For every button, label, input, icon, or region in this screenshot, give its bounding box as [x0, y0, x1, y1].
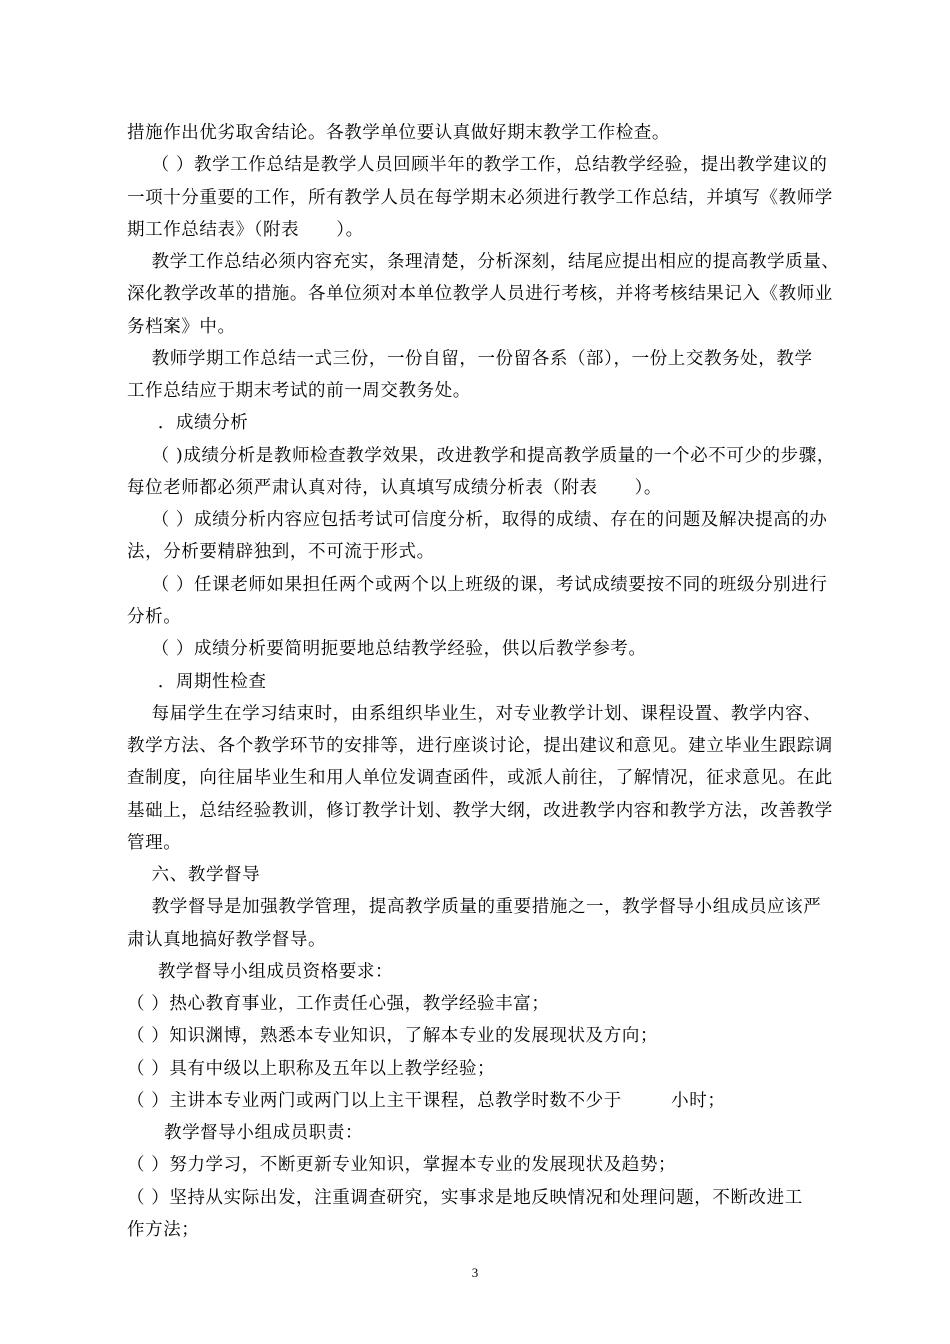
page-number: 3 — [471, 1265, 479, 1280]
text-line: ．成绩分析 — [127, 413, 249, 433]
text-line: 基础上，总结经验教训，修订教学计划、教学大纲，改进教学内容和教学方法，改善教学 — [127, 801, 833, 821]
text-line: （ ）教学工作总结是教学人员回顾半年的教学工作，总结教学经验，提出教学建议的 — [127, 155, 828, 175]
text-line: 教学督导是加强教学管理，提高教学质量的重要措施之一，教学督导小组成员应该严 — [127, 897, 822, 917]
text-line: 期工作总结表》（附表 ）。 — [127, 220, 364, 240]
text-line: 查制度，向往届毕业生和用人单位发调查函件，或派人前往，了解情况，征求意见。在此 — [127, 768, 833, 788]
text-line: 每届学生在学习结束时，由系组织毕业生，对专业教学计划、课程设置、教学内容、 — [127, 704, 822, 724]
text-line: 务档案》中。 — [127, 317, 236, 337]
text-line: 措施作出优劣取舍结论。各教学单位要认真做好期末教学工作检查。 — [127, 123, 670, 143]
text-line: （ ）主讲本专业两门或两门以上主干课程，总教学时数不少于 小时； — [127, 1091, 726, 1111]
text-line: （ ）任课老师如果担任两个或两个以上班级的课，考试成绩要按不同的班级分别进行 — [127, 575, 828, 595]
text-line: （ ）成绩分析内容应包括考试可信度分析，取得的成绩、存在的问题及解决提高的办 — [127, 510, 828, 530]
text-line: 肃认真地搞好教学督导。 — [127, 930, 327, 950]
text-line: ．周期性检查 — [127, 672, 267, 692]
text-line: 深化教学改革的措施。各单位须对本单位教学人员进行考核，并将考核结果记入《教师业 — [127, 284, 833, 304]
text-line: 管理。 — [127, 833, 182, 853]
text-line: （ ）具有中级以上职称及五年以上教学经验； — [127, 1059, 496, 1079]
text-line: 教师学期工作总结一式三份，一份自留，一份留各系（部），一份上交教务处，教学 — [127, 349, 813, 369]
text-line: （ ）热心教育事业，工作责任心强，教学经验丰富； — [127, 994, 550, 1014]
text-line: （ ）成绩分析要简明扼要地总结教学经验，供以后教学参考。 — [127, 639, 647, 659]
text-line: 一项十分重要的工作，所有教学人员在每学期末必须进行教学工作总结，并填写《教师学 — [127, 188, 833, 208]
text-line: （ ）努力学习，不断更新专业知识，掌握本专业的发展现状及趋势； — [127, 1155, 677, 1175]
text-line: 教学督导小组成员职责： — [127, 1123, 364, 1143]
text-line: 教学方法、各个教学环节的安排等，进行座谈讨论，提出建议和意见。建立毕业生跟踪调 — [127, 736, 833, 756]
text-line: 分析。 — [127, 607, 182, 627]
text-line: （ )成绩分析是教师检查教学效果，改进教学和提高教学质量的一个必不可少的步骤， — [127, 446, 835, 466]
text-line: （ ）知识渊博，熟悉本专业知识，了解本专业的发展现状及方向； — [127, 1026, 659, 1046]
text-line: 每位老师都必须严肃认真对待，认真填写成绩分析表（附表 ）。 — [127, 478, 663, 498]
text-line: 作方法； — [127, 1220, 200, 1240]
text-line: 六、教学督导 — [127, 865, 261, 885]
text-line: 法，分析要精辟独到，不可流于形式。 — [127, 542, 435, 562]
text-line: 工作总结应于期末考试的前一周交教务处。 — [127, 381, 471, 401]
text-line: 教学督导小组成员资格要求： — [127, 962, 394, 982]
text-line: （ ）坚持从实际出发，注重调查研究，实事求是地反映情况和处理问题，不断改进工 — [127, 1188, 803, 1208]
text-line: 教学工作总结必须内容充实，条理清楚，分析深刻，结尾应提出相应的提高教学质量、 — [127, 252, 840, 272]
